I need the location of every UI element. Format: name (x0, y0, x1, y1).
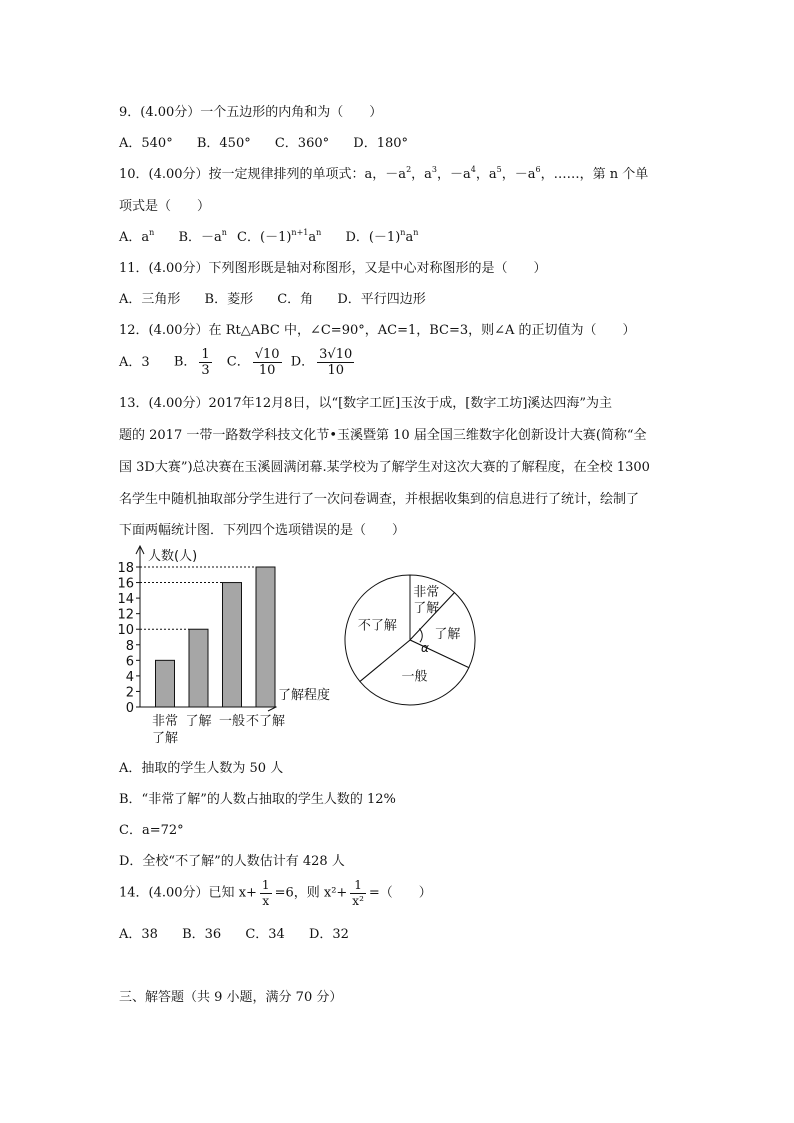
bar-chart-y-tick-label: 14 (117, 592, 134, 608)
pie-angle-label: α (421, 641, 429, 655)
bar-chart-y-label: 人数(人) (148, 549, 198, 564)
bar-chart-y-tick-label: 10 (117, 623, 134, 639)
fraction-sqrt10-10: $\frac{√10}{10}$ (254, 347, 280, 378)
pie-slice-label: 非常 (413, 585, 440, 601)
bar-chart-y-tick-label: 4 (125, 669, 134, 685)
bar-chart-x-label: 了解程度 (278, 688, 331, 703)
q12-stem: 12．(4.00分）在 Rt△ABC 中，∠C=90°，AC=1，BC=3，则∠A 的正切值为（ ） (119, 323, 636, 338)
q11-options (119, 291, 446, 309)
pie-chart (335, 565, 485, 715)
q11-stem: 11．(4.00分）下列图形既是轴对称图形，又是中心对称图形的是（ ） (119, 261, 547, 276)
q12-option-a: A．3 (119, 354, 150, 370)
q12-option-c: C． $\frac{√10}{10}$ (226, 347, 280, 378)
bar-2 (189, 629, 208, 707)
bar-chart-y-tick-label: 8 (125, 638, 134, 654)
q11-option-d: D．平行四边形 (337, 292, 426, 307)
q10-option-a: A．$a^n$ (119, 228, 155, 245)
q9-option-b: B．450° (196, 136, 251, 151)
q13-option-a: A．抽取的学生人数为 50 人 (119, 761, 284, 776)
q10-options (119, 229, 438, 247)
q13-option-b: B．“非常了解”的人数占抽取的学生人数的 12% (119, 792, 396, 807)
q10-option-b: B．$-a^n$ (178, 228, 227, 245)
q14-option-c: C．34 (245, 927, 285, 942)
bar-chart-category-label: 非常 (151, 714, 179, 729)
pie-slice-label: 不了解 (357, 618, 397, 634)
bar-1 (156, 660, 175, 707)
q13-stem-line3: 国 3D大赛”)总决赛在玉溪圆满闭幕.某学校为了解学生对这次大赛的了解程度，在全校 1300 (119, 460, 650, 475)
q13-option-d: D．全校“不了解”的人数估计有 428 人 (119, 854, 345, 869)
q10-option-d: D．$(-1)^na^n$ (345, 228, 419, 245)
q11-option-c: C．角 (277, 292, 314, 307)
q13-stem-line2: 题的 2017 一带一路数学科技文化节•玉溪暨第 10 届全国三维数字化创新设计大赛(简称“全 (119, 428, 647, 443)
pie-slice-label: 了解 (434, 626, 461, 642)
q9-options (119, 135, 428, 153)
q9-option-a: A．540° (119, 136, 173, 151)
q12-option-b: B． $\frac{1}{3}$ (173, 347, 210, 378)
bar-chart-category-label: 了解 (151, 731, 179, 746)
q14-option-a: A．38 (119, 927, 158, 942)
q11-option-a: A．三角形 (119, 292, 181, 307)
bar-chart-y-tick-label: 16 (117, 576, 134, 592)
bar-chart-y-tick-label: 18 (117, 561, 134, 576)
bar-chart-category-label: 了解 (185, 714, 212, 729)
q9-option-c: C．360° (274, 136, 330, 151)
bar-3 (223, 583, 242, 707)
pie-slice-label: 了解 (413, 601, 440, 617)
q10-stem-line2: 项式是（ ） (119, 199, 211, 214)
bar-chart-y-tick-label: 12 (117, 607, 134, 623)
q10-option-c: C．$(-1)^{n+1}a^n$ (237, 228, 322, 245)
bar-chart-y-tick-label: 2 (125, 685, 134, 701)
bar-chart-y-tick-label: 6 (125, 654, 134, 670)
q9-stem: 9．(4.00分）一个五边形的内角和为（ ） (119, 105, 383, 120)
bar-chart-y-tick-label: 0 (125, 701, 134, 716)
fraction-1-x2: $\frac{1}{\text{x²}}$ (352, 878, 364, 908)
q12-option-d: D． $\frac{3√10}{10}$ (290, 347, 353, 378)
q9-option-d: D．180° (353, 136, 409, 151)
q12-options (119, 347, 357, 378)
fraction-1-x: $\frac{1}{x}$ (261, 878, 270, 908)
fraction-1-3: $\frac{1}{3}$ (201, 347, 210, 378)
section-3-title: 三、解答题（共 9 小题，满分 70 分） (119, 990, 343, 1005)
bar-chart-category-label: 不了解 (245, 714, 286, 729)
pie-slice-label: 一般 (401, 669, 428, 685)
q13-stem-line4: 名学生中随机抽取部分学生进行了一次问卷调查，并根据收集到的信息进行了统计，绘制了 (119, 492, 640, 507)
q13-stem-line5: 下面两幅统计图．下列四个选项错误的是（ ） (119, 523, 406, 538)
bar-4 (256, 567, 275, 707)
q13-option-c: C．a=72° (119, 823, 184, 838)
q14-options (119, 926, 369, 944)
q14-option-d: D．32 (308, 927, 349, 942)
q14-stem: 14．(4.00分）已知 x+ $\frac{1}{x}$ =6，则 x²+ $\frac{1}{\text{x²}}$ =（ ） (119, 878, 432, 908)
bar-chart-category-label: 一般 (218, 714, 246, 729)
q14-option-b: B．36 (182, 927, 222, 942)
fraction-3sqrt10-10: $\frac{3√10}{10}$ (319, 347, 353, 378)
q11-option-b: B．菱形 (204, 292, 254, 307)
q10-stem: 10．(4.00分）按一定规律排列的单项式：a，$-a^2$，$a^3$，$-a^4$，$a^5$，$-a^6$，……，第 n 个单 (119, 165, 649, 182)
q13-stem-line1: 13．(4.00分）2017年12月8日，以“[数字工匠]玉汝于成，[数字工坊]溪达四海”为主 (119, 396, 613, 411)
